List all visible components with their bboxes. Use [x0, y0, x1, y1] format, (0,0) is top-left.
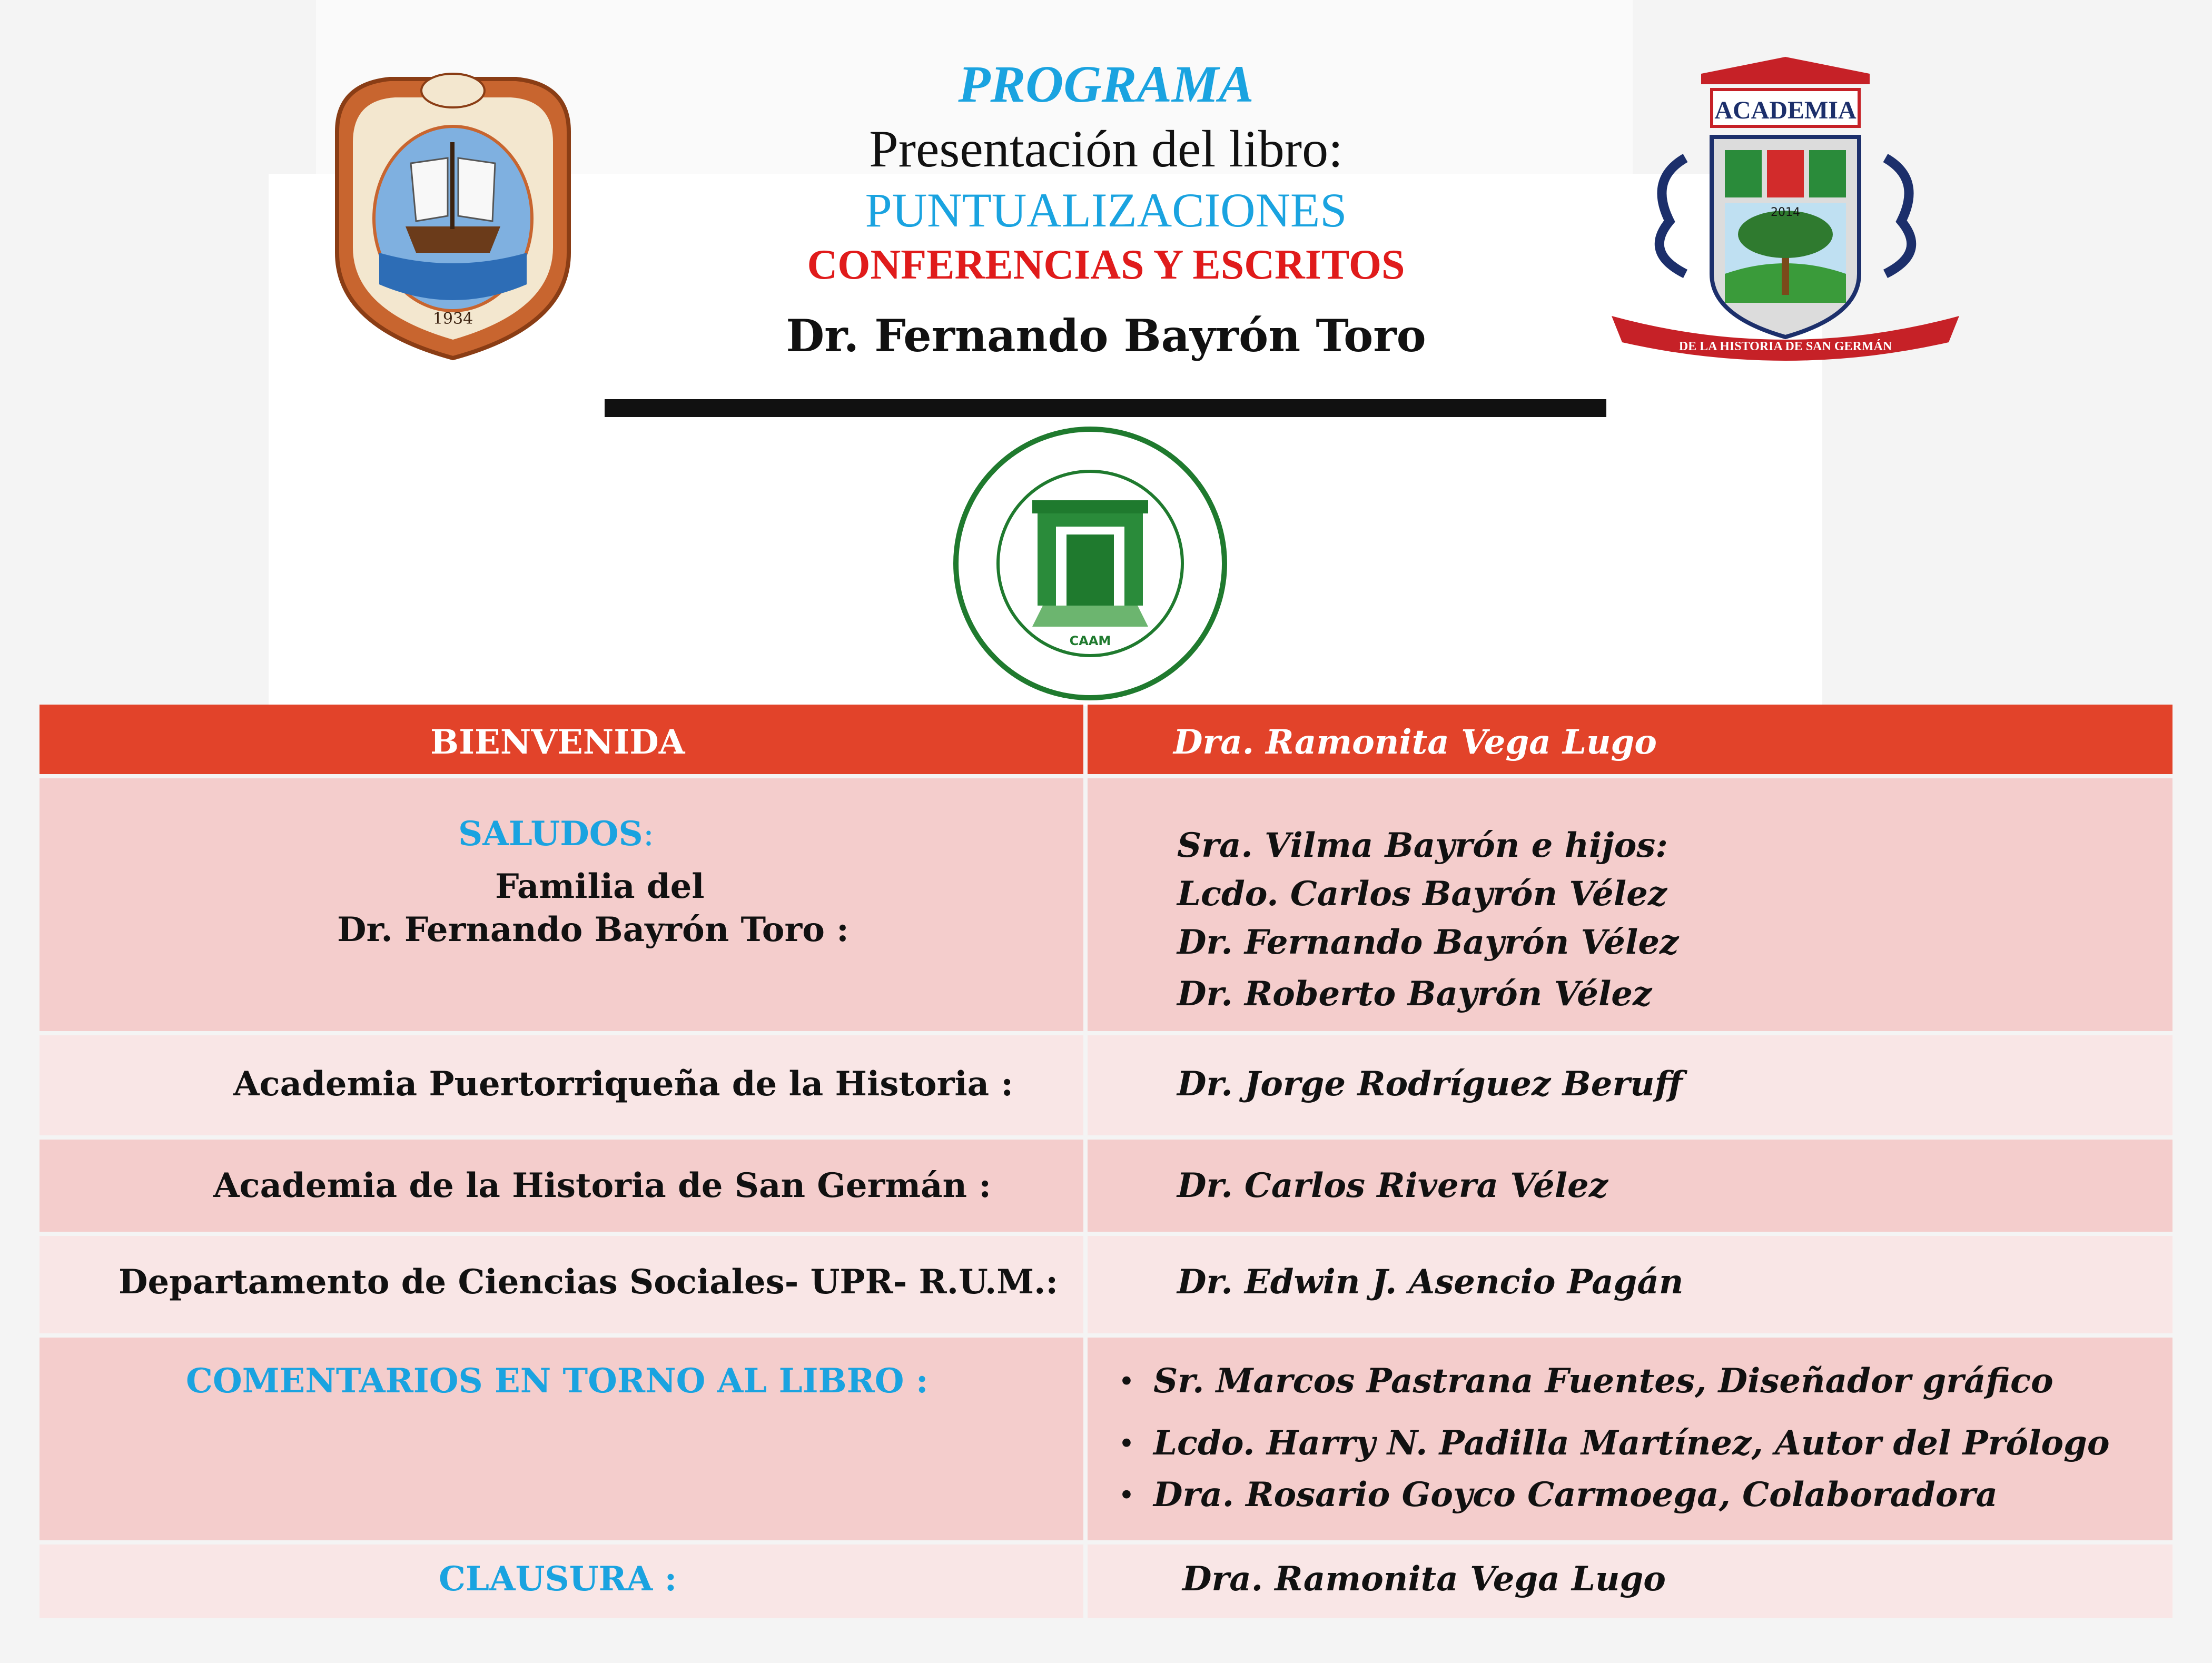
table-row-academia-sg [39, 1140, 2172, 1232]
comentarios-speaker: Lcdo. Harry N. Padilla Martínez, Autor del Prólogo [1153, 1423, 2110, 1463]
program-header [579, 53, 1633, 370]
rum-seal-logo [943, 421, 1238, 706]
saludos-speaker: Lcdo. Carlos Bayrón Vélez [1177, 874, 1667, 914]
saludos-speakers-cell [1088, 778, 2172, 1031]
departamento-label: Departamento de Ciencias Sociales- UPR- R.U.M.: [118, 1262, 1058, 1302]
academia-san-german-logo [1606, 53, 1964, 369]
table-row-saludos [39, 778, 2172, 1031]
bullet-icon: • [1118, 1427, 1135, 1460]
saludos-speaker: Sra. Vilma Bayrón e hijos: [1177, 826, 1668, 865]
academia-puertorriquena-logo [316, 53, 590, 363]
comentarios-label: COMENTARIOS EN TORNO AL LIBRO : [186, 1361, 929, 1401]
author-name: Dr. Fernando Bayrón Toro [786, 310, 1426, 362]
comentarios-speaker: Dra. Rosario Goyco Carmoega, Colaboradora [1153, 1475, 1998, 1514]
saludos-line1: Familia del [495, 867, 705, 906]
academia-sg-speaker: Dr. Carlos Rivera Vélez [1177, 1166, 1608, 1205]
header-divider [605, 399, 1606, 417]
table-row-departamento [39, 1236, 2172, 1333]
bullet-icon: • [1118, 1479, 1135, 1512]
logo-right-year: 2014 [1771, 206, 1800, 219]
clausura-label-cell [39, 1545, 1083, 1618]
academia-pr-speaker: Dr. Jorge Rodríguez Beruff [1177, 1064, 1683, 1104]
comentarios-speaker: Sr. Marcos Pastrana Fuentes, Diseñador gráfico [1153, 1361, 2053, 1401]
logo-right-top: ACADEMIA [1714, 96, 1856, 124]
book-subtitle: CONFERENCIAS Y ESCRITOS [807, 242, 1405, 288]
presentacion-line: Presentación del libro: [869, 120, 1343, 178]
departamento-speaker-cell [1088, 1236, 2172, 1333]
saludos-line2: Dr. Fernando Bayrón Toro : [337, 910, 849, 949]
academia-sg-speaker-cell [1088, 1140, 2172, 1232]
table-row-academia-pr [39, 1035, 2172, 1135]
clausura-label: CLAUSURA : [439, 1559, 677, 1599]
academia-pr-label: Academia Puertorriqueña de la Historia : [233, 1064, 1013, 1104]
saludos-label: SALUDOS: [458, 814, 655, 854]
program-table [39, 705, 2172, 1622]
table-row-clausura [39, 1545, 2172, 1618]
comentarios-label-cell [39, 1338, 1083, 1540]
departamento-speaker: Dr. Edwin J. Asencio Pagán [1177, 1262, 1684, 1302]
academia-pr-label-cell [39, 1035, 1083, 1135]
bienvenida-label: BIENVENIDA [430, 722, 685, 762]
table-row-comentarios [39, 1338, 2172, 1540]
logo-left-year: 1934 [432, 310, 473, 328]
academia-sg-label-cell [39, 1140, 1083, 1232]
programa-title: PROGRAMA [958, 55, 1254, 113]
table-header-row [39, 705, 2172, 774]
bienvenida-speaker-cell [1088, 705, 2172, 774]
clausura-speaker: Dra. Ramonita Vega Lugo [1182, 1559, 1666, 1599]
academia-pr-speaker-cell [1088, 1035, 2172, 1135]
comentarios-speakers-cell [1088, 1338, 2172, 1540]
logo-center-label: CAAM [1069, 633, 1111, 648]
academia-sg-label: Academia de la Historia de San Germán : [213, 1166, 991, 1205]
bienvenida-speaker: Dra. Ramonita Vega Lugo [1173, 722, 1657, 762]
logo-right-banner: DE LA HISTORIA DE SAN GERMÁN [1678, 340, 1892, 353]
saludos-label-cell [39, 778, 1083, 1031]
bullet-icon: • [1118, 1365, 1135, 1398]
saludos-speaker: Dr. Roberto Bayrón Vélez [1177, 974, 1652, 1014]
saludos-speaker: Dr. Fernando Bayrón Vélez [1177, 923, 1679, 962]
book-title: PUNTUALIZACIONES [865, 183, 1347, 237]
clausura-speaker-cell [1088, 1545, 2172, 1618]
bienvenida-label-cell [39, 705, 1083, 774]
departamento-label-cell [39, 1236, 1083, 1333]
